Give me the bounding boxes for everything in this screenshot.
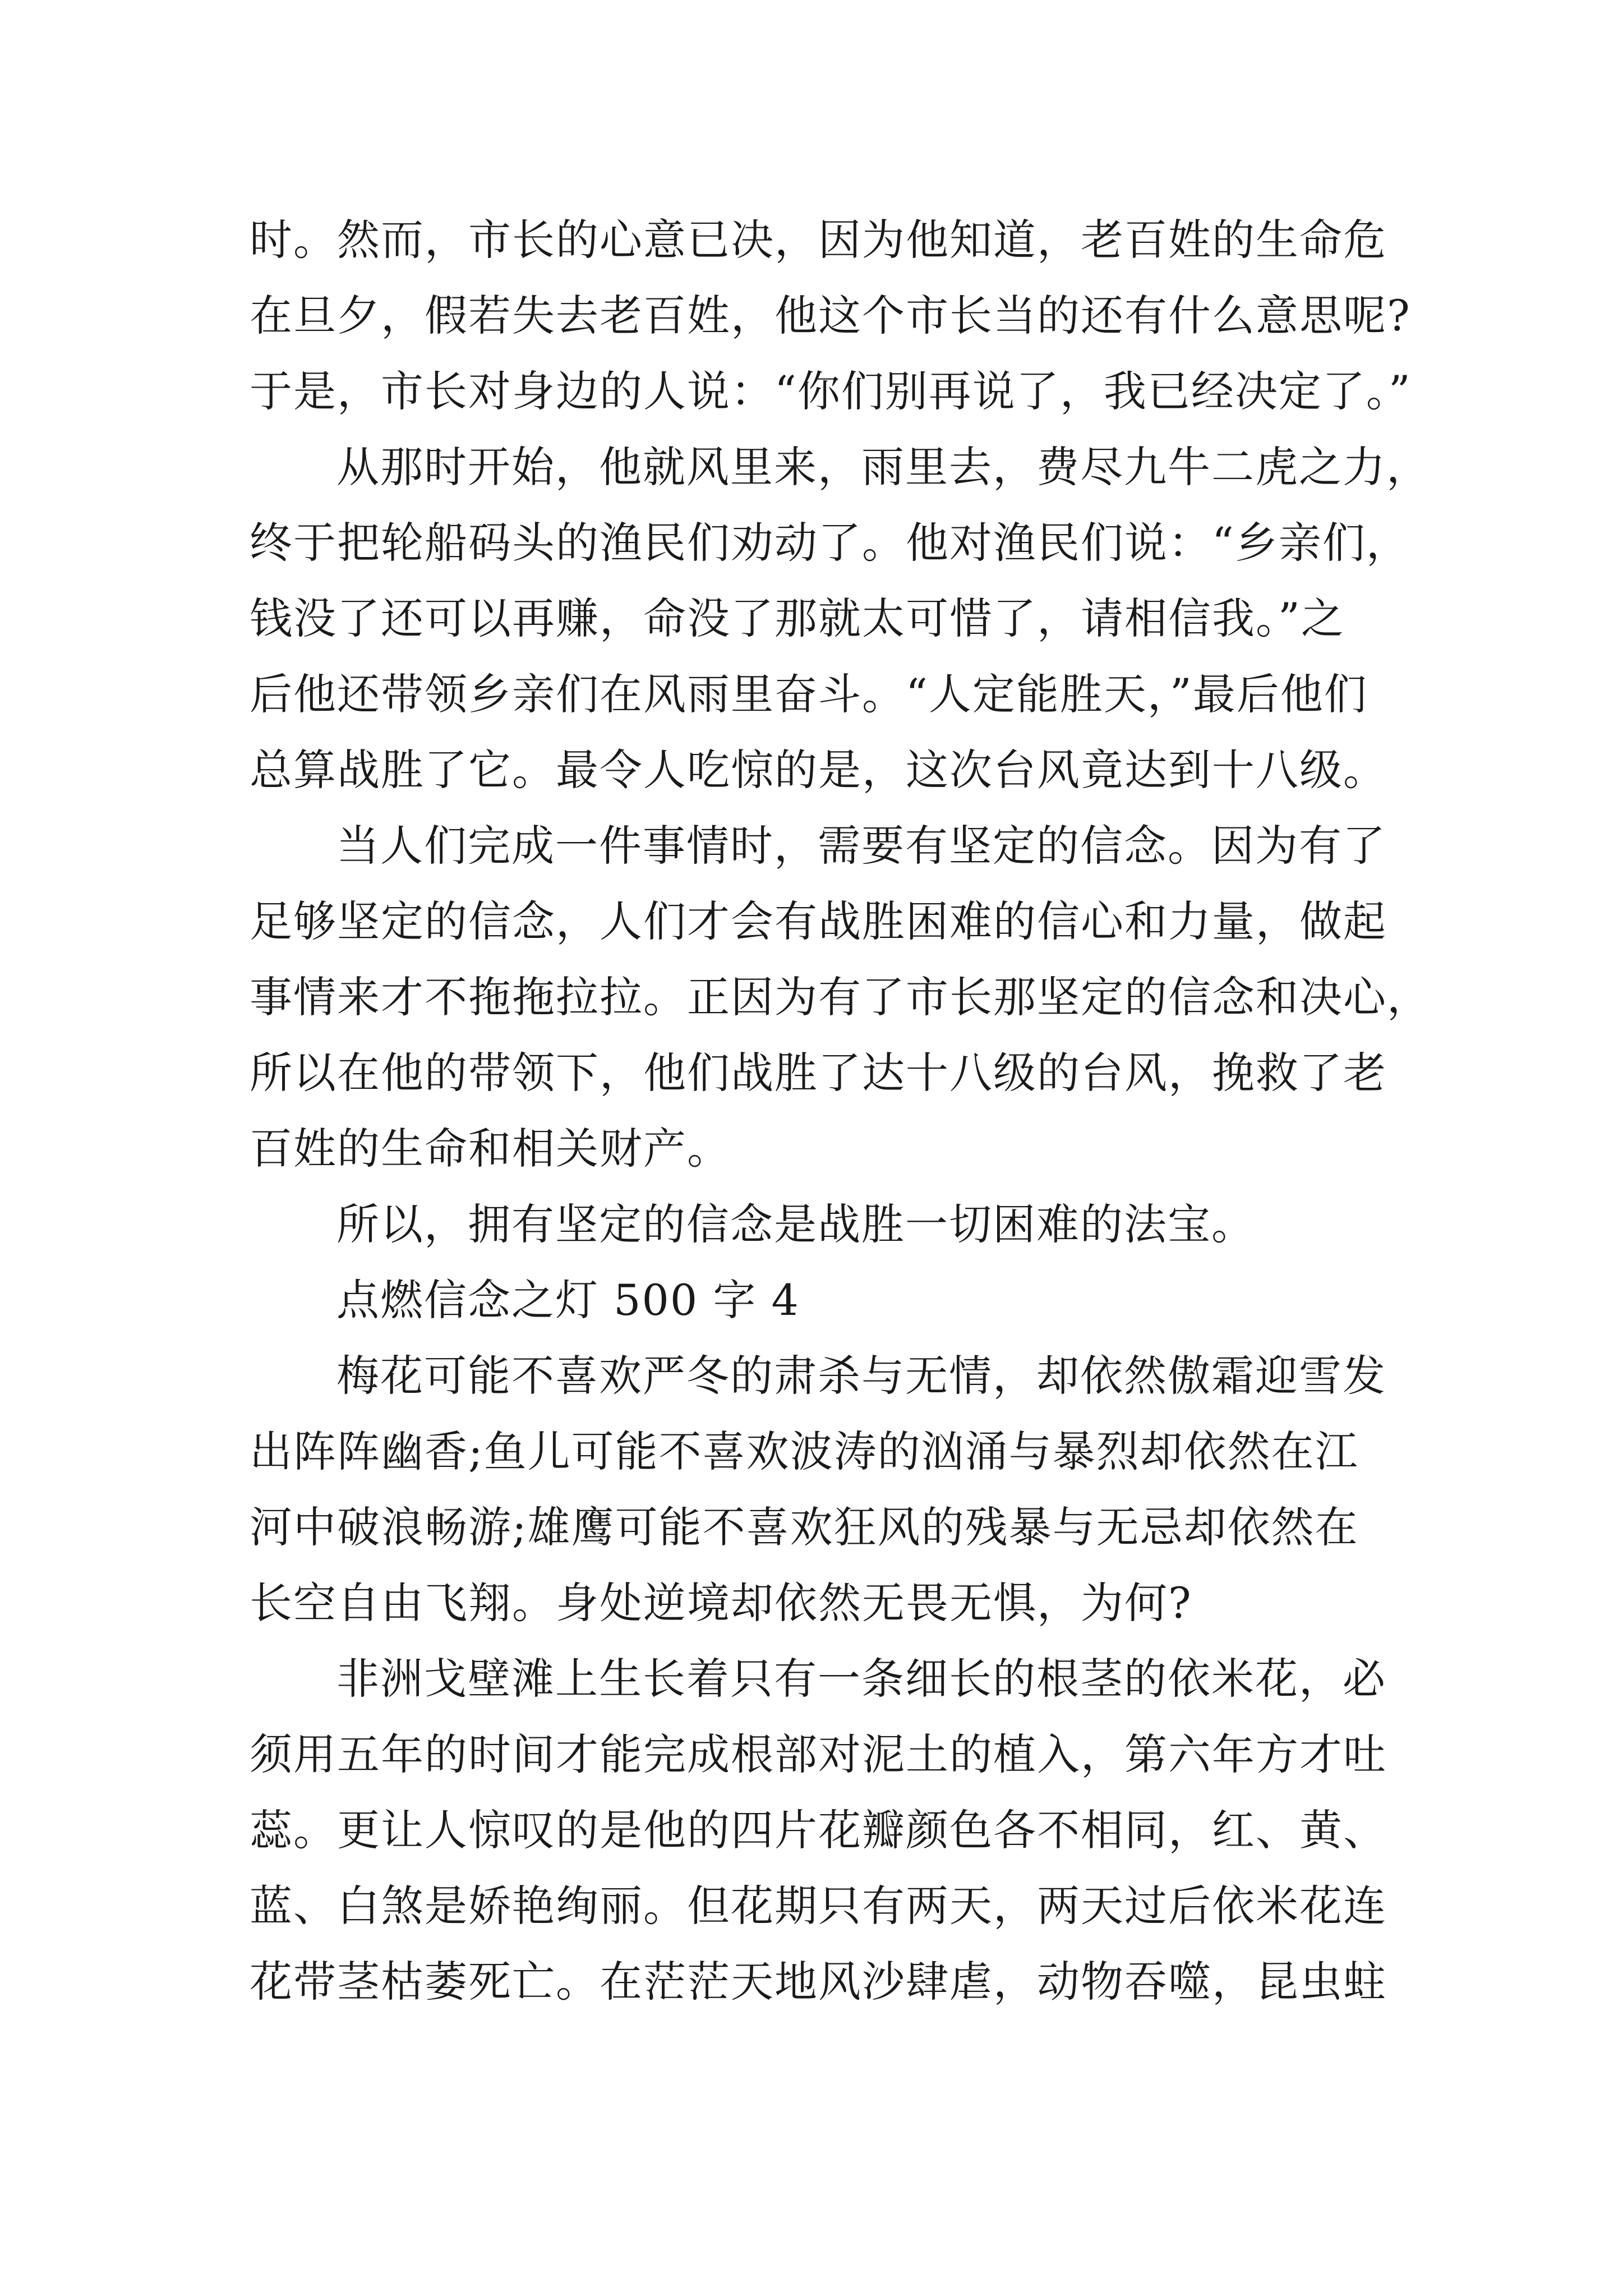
text-line: 蓝、白煞是娇艳绚丽。但花期只有两天，两天过后依米花连 bbox=[250, 1881, 1387, 1931]
text-line: 须用五年的时间才能完成根部对泥土的植入，第六年方才吐 bbox=[250, 1729, 1387, 1779]
text-line: 当人们完成一件事情时，需要有坚定的信念。因为有了 bbox=[336, 821, 1386, 871]
text-line: 总算战胜了它。最令人吃惊的是，这次台风竟达到十八级。 bbox=[250, 745, 1387, 795]
text-line: 点燃信念之灯 500 字 4 bbox=[336, 1275, 800, 1325]
text-line: 花带茎枯萎死亡。在茫茫天地风沙肆虐，动物吞噬，昆虫蛀 bbox=[250, 1957, 1387, 2007]
text-line: 出阵阵幽香;鱼儿可能不喜欢波涛的汹涌与暴烈却依然在江 bbox=[250, 1427, 1359, 1476]
body-text bbox=[250, 202, 1431, 2019]
text-line: 从那时开始，他就风里来，雨里去，费尽九牛二虎之力， bbox=[336, 442, 1430, 492]
text-line: 非洲戈壁滩上生长着只有一条细长的根茎的依米花，必 bbox=[336, 1654, 1386, 1704]
text-line: 梅花可能不喜欢严冬的肃杀与无情，却依然傲霜迎雪发 bbox=[336, 1351, 1386, 1401]
text-line: 足够坚定的信念，人们才会有战胜困难的信心和力量，做起 bbox=[250, 896, 1387, 946]
text-line: 于是，市长对身边的人说：“你们别再说了，我已经决定了。” bbox=[250, 366, 1412, 416]
text-line: 百姓的生命和相关财产。 bbox=[250, 1124, 731, 1174]
text-line: 事情来才不拖拖拉拉。正因为有了市长那坚定的信念和决心， bbox=[250, 972, 1431, 1022]
text-line: 所以，拥有坚定的信念是战胜一切困难的法宝。 bbox=[336, 1199, 1255, 1249]
text-line: 蕊。更让人惊叹的是他的四片花瓣颜色各不相同，红、黄、 bbox=[250, 1805, 1387, 1855]
text-line: 河中破浪畅游;雄鹰可能不喜欢狂风的残暴与无忌却依然在 bbox=[250, 1502, 1359, 1552]
text-line: 在旦夕，假若失去老百姓，他这个市长当的还有什么意思呢? bbox=[250, 291, 1411, 341]
text-line: 后他还带领乡亲们在风雨里奋斗。“人定能胜天，”最后他们 bbox=[250, 669, 1368, 719]
text-line: 终于把轮船码头的渔民们劝动了。他对渔民们说：“乡亲们， bbox=[250, 518, 1410, 568]
text-line: 时。然而，市长的心意已决，因为他知道，老百姓的生命危 bbox=[250, 215, 1387, 265]
text-line: 长空自由飞翔。身处逆境却依然无畏无惧，为何? bbox=[250, 1578, 1192, 1628]
text-line: 所以在他的带领下，他们战胜了达十八级的台风，挽救了老 bbox=[250, 1048, 1387, 1098]
text-line: 钱没了还可以再赚，命没了那就太可惜了，请相信我。”之 bbox=[250, 593, 1345, 643]
